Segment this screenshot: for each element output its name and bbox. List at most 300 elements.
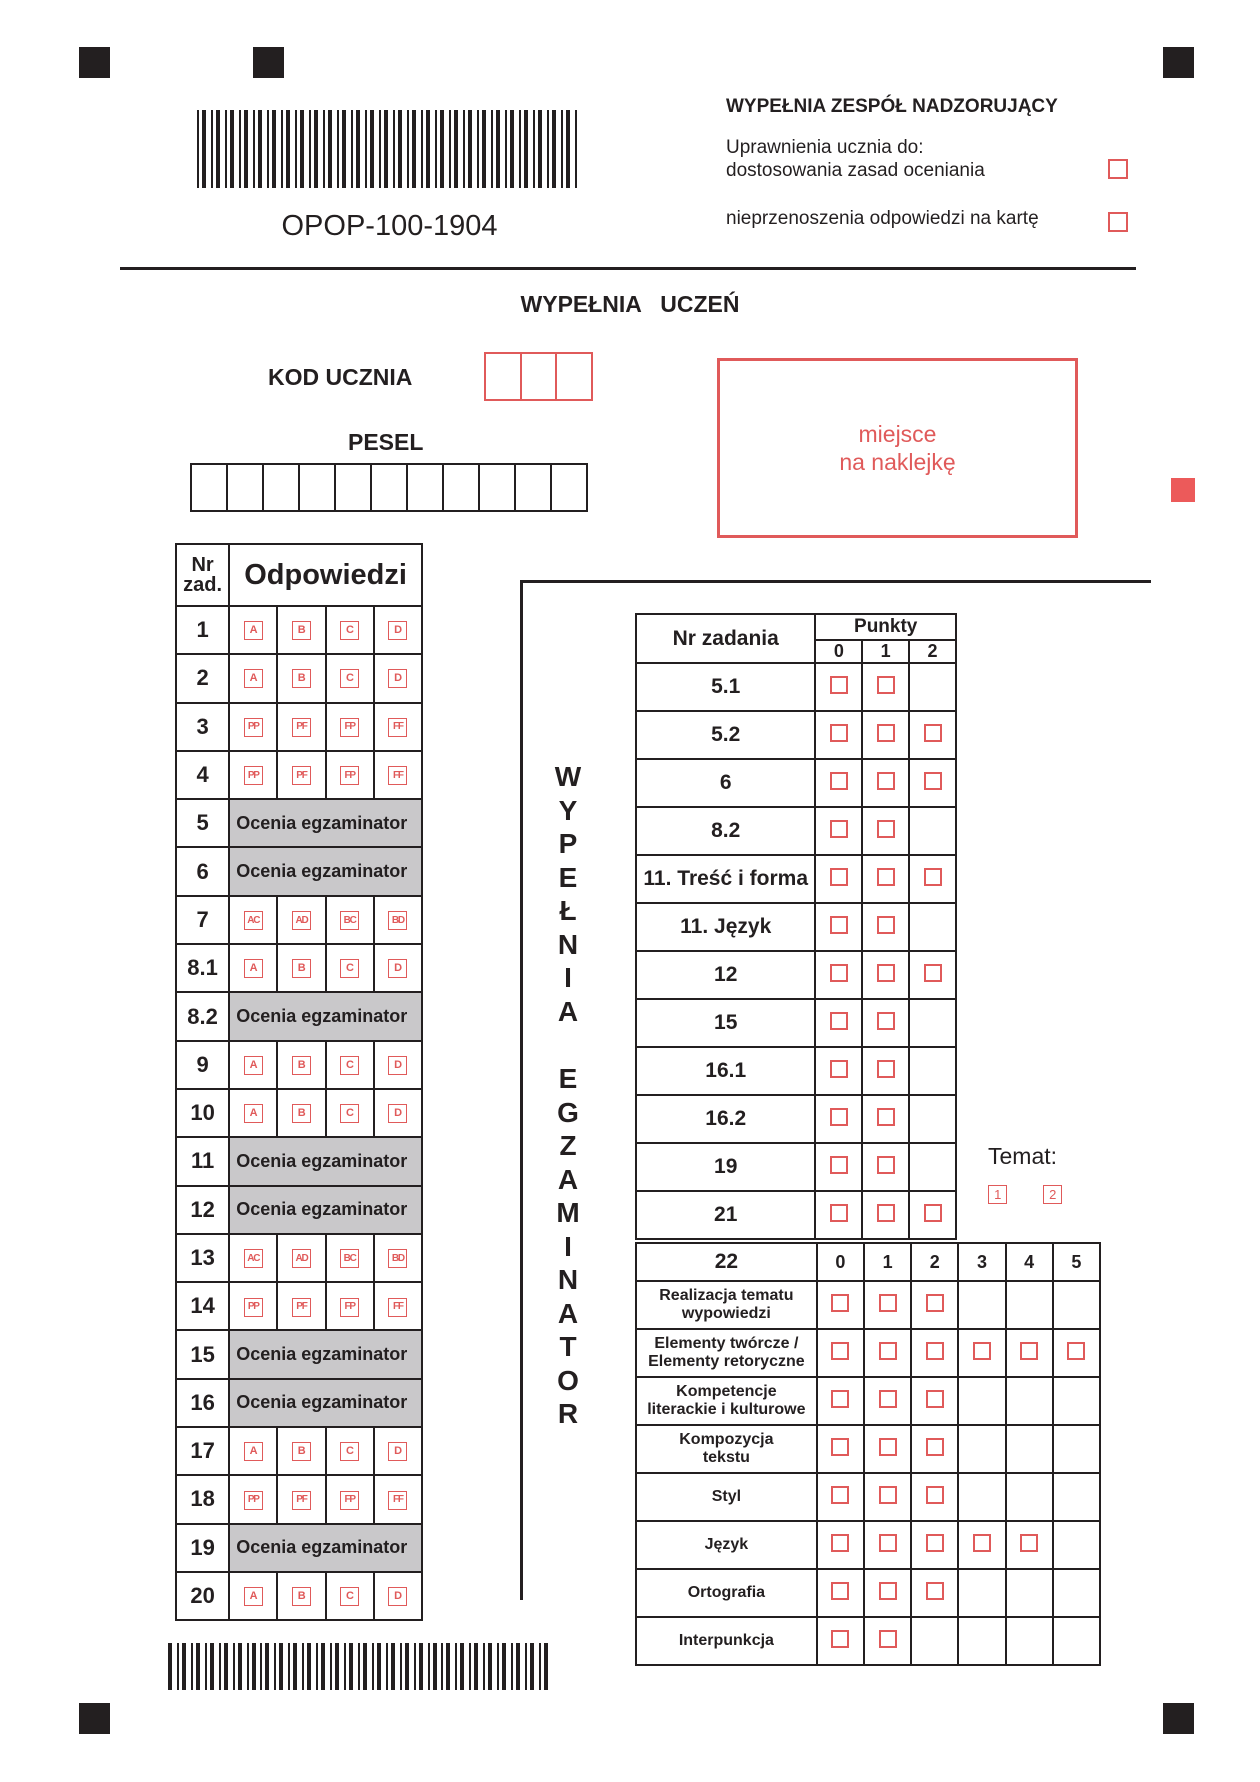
answer-option-b[interactable]: B	[292, 1587, 311, 1606]
vertical-letter: T	[559, 1331, 577, 1362]
score-cell	[1006, 1377, 1053, 1425]
score-checkbox[interactable]	[926, 1294, 944, 1312]
score-checkbox[interactable]	[877, 676, 895, 694]
answer-option-cell	[229, 944, 277, 992]
answer-option-fp[interactable]: FP	[340, 1491, 359, 1510]
score-checkbox[interactable]	[830, 772, 848, 790]
answer-option-ad[interactable]: AD	[292, 911, 311, 930]
score-checkbox[interactable]	[830, 676, 848, 694]
criterion-label-line1: Kompozycja	[679, 1431, 774, 1448]
nr-header-line1: Nr	[191, 554, 214, 576]
score-cell	[862, 759, 909, 807]
score-cell	[815, 759, 862, 807]
vertical-letter: Z	[559, 1130, 577, 1161]
score-cell	[817, 1329, 864, 1377]
score-cell	[862, 1191, 909, 1239]
score-cell	[958, 1425, 1005, 1473]
answer-option-pp[interactable]: PP	[244, 1298, 263, 1317]
answer-option-bc[interactable]: BC	[340, 911, 359, 930]
criterion-label-line2: wypowiedzi	[681, 1305, 771, 1322]
answer-option-cell	[374, 1282, 422, 1330]
score-cell	[911, 1425, 958, 1473]
answer-option-a[interactable]: A	[244, 1056, 263, 1075]
answer-option-pp[interactable]: PP	[244, 1491, 263, 1510]
score-task-label: 6	[636, 759, 815, 807]
score-cell	[862, 807, 909, 855]
task-number: 1	[176, 606, 229, 654]
points-header: Punkty	[815, 614, 956, 640]
score-checkbox[interactable]	[877, 868, 895, 886]
answer-option-a[interactable]: A	[244, 1587, 263, 1606]
answer-option-cell	[326, 1041, 374, 1089]
task22-criterion-row	[636, 1329, 1100, 1377]
score-cell	[862, 1143, 909, 1191]
score-task-label: 15	[636, 999, 815, 1047]
rights-line-3: nieprzenoszenia odpowiedzi na kartę	[726, 208, 1039, 229]
task-number: 18	[176, 1475, 229, 1523]
score-checkbox[interactable]	[830, 820, 848, 838]
answer-option-c[interactable]: C	[340, 669, 359, 688]
answer-option-d[interactable]: D	[388, 621, 407, 640]
vertical-letter: G	[557, 1096, 579, 1128]
score-checkbox[interactable]	[1067, 1342, 1085, 1360]
criterion-label-line1: Kompetencje	[676, 1383, 777, 1400]
pesel-digit-cell[interactable]	[552, 465, 586, 510]
answer-option-cell	[374, 1572, 422, 1620]
registration-mark	[79, 47, 110, 78]
examiner-table	[635, 613, 957, 1240]
score-cell	[817, 1425, 864, 1473]
criterion-label	[636, 1329, 817, 1377]
vertical-letter: R	[557, 1398, 579, 1429]
score-cell	[862, 1047, 909, 1095]
task-number: 2	[176, 654, 229, 702]
answer-option-fp[interactable]: FP	[340, 718, 359, 737]
vertical-letter: O	[557, 1364, 579, 1396]
pesel-digit-cell[interactable]	[264, 465, 300, 510]
answer-option-pf[interactable]: PF	[292, 1298, 311, 1317]
score-checkbox[interactable]	[830, 1108, 848, 1126]
score-cell	[817, 1569, 864, 1617]
score-cell	[864, 1617, 911, 1665]
answer-option-pf[interactable]: PF	[292, 1491, 311, 1510]
score-cell	[911, 1617, 958, 1665]
score-checkbox[interactable]	[926, 1438, 944, 1456]
score-checkbox[interactable]	[831, 1438, 849, 1456]
sticker-line-1: miejsce	[858, 421, 937, 447]
answer-option-cell	[229, 1234, 277, 1282]
score-checkbox[interactable]	[973, 1534, 991, 1552]
score-row	[636, 711, 956, 759]
answer-option-b[interactable]: B	[292, 1442, 311, 1461]
answer-option-a[interactable]: A	[244, 1442, 263, 1461]
score-checkbox[interactable]	[830, 916, 848, 934]
topic-option-2[interactable]: 2	[1043, 1185, 1062, 1204]
task-number-header: Nr zadania	[636, 614, 815, 663]
answer-option-pp[interactable]: PP	[244, 766, 263, 785]
score-cell	[864, 1569, 911, 1617]
answer-option-cell	[374, 654, 422, 702]
answer-option-b[interactable]: B	[292, 621, 311, 640]
rights-line-1: Uprawnienia ucznia do:	[726, 137, 924, 158]
task22-criterion-row	[636, 1425, 1100, 1473]
answer-option-d[interactable]: D	[388, 669, 407, 688]
score-checkbox[interactable]	[924, 1204, 942, 1222]
score-checkbox[interactable]	[926, 1534, 944, 1552]
task22-table	[635, 1242, 1101, 1666]
examiner-border-left	[520, 580, 523, 1600]
score-row	[636, 1095, 956, 1143]
task-number: 16	[176, 1379, 229, 1427]
task-number: 3	[176, 703, 229, 751]
score-cell	[862, 999, 909, 1047]
answer-option-cell	[277, 1041, 325, 1089]
score-checkbox[interactable]	[877, 1156, 895, 1174]
score-cell	[815, 903, 862, 951]
criterion-label-line2: Elementy retoryczne	[648, 1353, 805, 1370]
score-cell	[1006, 1521, 1053, 1569]
score-checkbox[interactable]	[879, 1438, 897, 1456]
task22-col-header: 1	[864, 1243, 911, 1281]
answer-row	[176, 992, 422, 1040]
score-cell	[911, 1377, 958, 1425]
answer-option-ff[interactable]: FF	[388, 766, 407, 785]
answer-option-cell	[326, 606, 374, 654]
answer-option-d[interactable]: D	[388, 1056, 407, 1075]
answer-option-c[interactable]: C	[340, 959, 359, 978]
score-checkbox[interactable]	[1020, 1342, 1038, 1360]
answer-option-ff[interactable]: FF	[388, 718, 407, 737]
score-cell	[864, 1521, 911, 1569]
score-checkbox[interactable]	[879, 1390, 897, 1408]
examiner-graded-cell: Ocenia egzaminator	[229, 847, 422, 895]
no-transfer-checkbox[interactable]	[1108, 212, 1128, 232]
score-task-label: 19	[636, 1143, 815, 1191]
vertical-letter: Y	[558, 794, 578, 826]
task-number: 8.2	[176, 992, 229, 1040]
task-number: 13	[176, 1234, 229, 1282]
score-cell	[815, 663, 862, 711]
topic-option-1[interactable]: 1	[988, 1185, 1007, 1204]
score-checkbox[interactable]	[879, 1486, 897, 1504]
score-checkbox[interactable]	[831, 1342, 849, 1360]
score-checkbox[interactable]	[831, 1294, 849, 1312]
answer-row	[176, 654, 422, 702]
answer-option-bd[interactable]: BD	[388, 911, 407, 930]
answer-option-cell	[374, 703, 422, 751]
answer-option-cell	[374, 606, 422, 654]
task22-criterion-row	[636, 1473, 1100, 1521]
criterion-label-line1: Elementy twórcze /	[654, 1335, 799, 1352]
answer-option-a[interactable]: A	[244, 621, 263, 640]
answer-option-c[interactable]: C	[340, 1587, 359, 1606]
task-number: 19	[176, 1524, 229, 1572]
score-checkbox[interactable]	[879, 1630, 897, 1648]
score-cell	[862, 1095, 909, 1143]
score-checkbox[interactable]	[926, 1342, 944, 1360]
answer-option-ff[interactable]: FF	[388, 1491, 407, 1510]
task-number: 11	[176, 1137, 229, 1185]
score-checkbox[interactable]	[926, 1582, 944, 1600]
score-checkbox[interactable]	[924, 724, 942, 742]
answer-option-b[interactable]: B	[292, 669, 311, 688]
score-checkbox[interactable]	[924, 964, 942, 982]
criterion-label-line1: Styl	[711, 1488, 742, 1505]
answer-option-c[interactable]: C	[340, 1104, 359, 1123]
task22-col-header: 3	[958, 1243, 1005, 1281]
registration-mark	[253, 47, 284, 78]
answer-option-b[interactable]: B	[292, 1056, 311, 1075]
pesel-digit-cell[interactable]	[192, 465, 228, 510]
answer-option-cell	[326, 1234, 374, 1282]
score-checkbox[interactable]	[830, 1204, 848, 1222]
answer-option-cell	[277, 703, 325, 751]
answer-row	[176, 1041, 422, 1089]
task-number: 15	[176, 1330, 229, 1378]
answer-option-a[interactable]: A	[244, 1104, 263, 1123]
score-row	[636, 1143, 956, 1191]
score-row	[636, 759, 956, 807]
score-task-label: 11. Język	[636, 903, 815, 951]
answer-row	[176, 847, 422, 895]
examiner-graded-cell: Ocenia egzaminator	[229, 1137, 422, 1185]
score-checkbox[interactable]	[877, 724, 895, 742]
task-number: 12	[176, 1186, 229, 1234]
score-task-label: 12	[636, 951, 815, 999]
score-checkbox[interactable]	[831, 1390, 849, 1408]
score-checkbox[interactable]	[1020, 1534, 1038, 1552]
registration-mark	[1163, 1703, 1194, 1734]
answer-option-d[interactable]: D	[388, 1442, 407, 1461]
score-cell	[958, 1521, 1005, 1569]
task-number: 7	[176, 896, 229, 944]
score-task-label: 16.2	[636, 1095, 815, 1143]
answer-option-cell	[229, 1572, 277, 1620]
pesel-digit-cell[interactable]	[444, 465, 480, 510]
score-task-label: 8.2	[636, 807, 815, 855]
score-task-label: 5.1	[636, 663, 815, 711]
score-checkbox[interactable]	[877, 1012, 895, 1030]
task-number: 6	[176, 847, 229, 895]
vertical-letter: N	[557, 1264, 579, 1295]
score-cell	[815, 855, 862, 903]
pesel-digit-cell[interactable]	[408, 465, 444, 510]
vertical-letter: M	[556, 1197, 580, 1228]
score-checkbox[interactable]	[831, 1486, 849, 1504]
answer-option-cell	[374, 1234, 422, 1282]
answer-option-cell	[277, 606, 325, 654]
score-checkbox[interactable]	[830, 964, 848, 982]
criterion-label	[636, 1473, 817, 1521]
pesel-digit-cell[interactable]	[372, 465, 408, 510]
answer-option-a[interactable]: A	[244, 669, 263, 688]
score-cell	[815, 1191, 862, 1239]
score-checkbox[interactable]	[924, 868, 942, 886]
score-checkbox[interactable]	[926, 1390, 944, 1408]
answer-option-cell	[374, 896, 422, 944]
answer-option-cell	[229, 703, 277, 751]
pesel-digit-cell[interactable]	[480, 465, 516, 510]
score-task-label: 11. Treść i forma	[636, 855, 815, 903]
answer-option-b[interactable]: B	[292, 1104, 311, 1123]
registration-mark	[1163, 47, 1194, 78]
score-row	[636, 807, 956, 855]
task-number: 8.1	[176, 944, 229, 992]
answer-option-b[interactable]: B	[292, 959, 311, 978]
score-cell	[1053, 1329, 1100, 1377]
answer-option-cell	[229, 896, 277, 944]
pesel-field[interactable]	[190, 463, 588, 512]
answer-option-ac[interactable]: AC	[244, 911, 263, 930]
score-task-label: 21	[636, 1191, 815, 1239]
answer-row	[176, 944, 422, 992]
answer-option-ad[interactable]: AD	[292, 1249, 311, 1268]
answer-option-d[interactable]: D	[388, 1587, 407, 1606]
score-cell	[958, 1569, 1005, 1617]
task-number: 17	[176, 1427, 229, 1475]
score-checkbox[interactable]	[877, 1204, 895, 1222]
score-checkbox[interactable]	[830, 1156, 848, 1174]
score-cell	[1053, 1425, 1100, 1473]
answer-option-a[interactable]: A	[244, 959, 263, 978]
sticker-area	[717, 358, 1078, 538]
score-cell	[864, 1425, 911, 1473]
score-checkbox[interactable]	[830, 868, 848, 886]
answer-option-fp[interactable]: FP	[340, 1298, 359, 1317]
score-checkbox[interactable]	[877, 820, 895, 838]
score-checkbox[interactable]	[830, 1060, 848, 1078]
score-cell	[862, 663, 909, 711]
answer-option-cell	[326, 1282, 374, 1330]
score-cell	[817, 1617, 864, 1665]
score-checkbox[interactable]	[830, 1012, 848, 1030]
score-checkbox[interactable]	[924, 772, 942, 790]
score-cell	[958, 1377, 1005, 1425]
score-checkbox[interactable]	[973, 1342, 991, 1360]
score-checkbox[interactable]	[877, 964, 895, 982]
answer-option-cell	[374, 944, 422, 992]
answer-row	[176, 1572, 422, 1620]
answer-option-d[interactable]: D	[388, 959, 407, 978]
answer-option-c[interactable]: C	[340, 621, 359, 640]
student-code-field[interactable]	[484, 352, 593, 401]
answer-option-c[interactable]: C	[340, 1442, 359, 1461]
score-cell	[862, 951, 909, 999]
answer-option-fp[interactable]: FP	[340, 766, 359, 785]
answer-option-pp[interactable]: PP	[244, 718, 263, 737]
barcode-bar	[548, 1643, 553, 1690]
answer-option-cell	[229, 606, 277, 654]
vertical-letter: N	[557, 928, 579, 960]
answer-option-bd[interactable]: BD	[388, 1249, 407, 1268]
answer-option-cell	[374, 751, 422, 799]
answer-option-ac[interactable]: AC	[244, 1249, 263, 1268]
score-cell	[1006, 1569, 1053, 1617]
score-cell	[817, 1281, 864, 1329]
score-checkbox[interactable]	[877, 1060, 895, 1078]
answer-row	[176, 1186, 422, 1234]
examiner-graded-cell: Ocenia egzaminator	[229, 1330, 422, 1378]
vertical-letter: P	[558, 828, 578, 859]
answer-row	[176, 1234, 422, 1282]
answer-option-d[interactable]: D	[388, 1104, 407, 1123]
criterion-label	[636, 1281, 817, 1329]
score-cell	[911, 1569, 958, 1617]
assessment-adjustment-checkbox[interactable]	[1108, 159, 1128, 179]
score-checkbox[interactable]	[926, 1486, 944, 1504]
score-checkbox[interactable]	[879, 1294, 897, 1312]
score-cell	[862, 903, 909, 951]
score-checkbox[interactable]	[879, 1534, 897, 1552]
pesel-digit-cell[interactable]	[300, 465, 336, 510]
score-cell	[909, 999, 956, 1047]
answer-option-pf[interactable]: PF	[292, 766, 311, 785]
score-checkbox[interactable]	[879, 1582, 897, 1600]
score-checkbox[interactable]	[877, 772, 895, 790]
barcode-bar	[577, 110, 580, 188]
answer-option-cell	[374, 1475, 422, 1523]
vertical-letter: A	[557, 995, 579, 1027]
student-title: WYPEŁNIA UCZEŃ	[520, 291, 740, 317]
examiner-graded-cell: Ocenia egzaminator	[229, 1379, 422, 1427]
task22-col-header: 0	[817, 1243, 864, 1281]
answer-option-ff[interactable]: FF	[388, 1298, 407, 1317]
score-cell	[864, 1329, 911, 1377]
score-checkbox[interactable]	[831, 1582, 849, 1600]
task-number: 9	[176, 1041, 229, 1089]
answer-option-cell	[229, 1041, 277, 1089]
answer-option-bc[interactable]: BC	[340, 1249, 359, 1268]
score-cell	[817, 1473, 864, 1521]
score-cell	[911, 1473, 958, 1521]
answer-option-cell	[277, 1427, 325, 1475]
criterion-label-line1: Realizacja tematu	[659, 1287, 794, 1304]
score-checkbox[interactable]	[831, 1630, 849, 1648]
score-row	[636, 855, 956, 903]
answer-option-cell	[326, 1089, 374, 1137]
score-cell	[909, 1047, 956, 1095]
score-checkbox[interactable]	[879, 1342, 897, 1360]
supervisor-title: WYPEŁNIA ZESPÓŁ NADZORUJĄCY	[726, 96, 1058, 117]
score-cell	[909, 855, 956, 903]
pesel-digit-cell[interactable]	[516, 465, 552, 510]
score-checkbox[interactable]	[830, 724, 848, 742]
topic-label: Temat:	[988, 1143, 1058, 1169]
score-checkbox[interactable]	[877, 916, 895, 934]
score-cell	[864, 1281, 911, 1329]
score-cell	[958, 1473, 1005, 1521]
pesel-digit-cell[interactable]	[228, 465, 264, 510]
task22-criterion-row	[636, 1569, 1100, 1617]
score-cell	[1006, 1473, 1053, 1521]
answers-header: Odpowiedzi	[229, 544, 422, 606]
score-checkbox[interactable]	[831, 1534, 849, 1552]
document-code: OPOP-100-1904	[281, 210, 498, 242]
answer-option-cell	[326, 654, 374, 702]
score-checkbox[interactable]	[877, 1108, 895, 1126]
score-cell	[864, 1377, 911, 1425]
answer-option-cell	[229, 1427, 277, 1475]
answer-option-cell	[374, 1427, 422, 1475]
answer-option-pf[interactable]: PF	[292, 718, 311, 737]
pesel-digit-cell[interactable]	[336, 465, 372, 510]
answer-row	[176, 1137, 422, 1185]
answer-option-cell	[277, 1572, 325, 1620]
rights-line-2: dostosowania zasad oceniania	[726, 160, 985, 181]
answer-option-c[interactable]: C	[340, 1056, 359, 1075]
answer-option-cell	[229, 1282, 277, 1330]
answer-row	[176, 1475, 422, 1523]
